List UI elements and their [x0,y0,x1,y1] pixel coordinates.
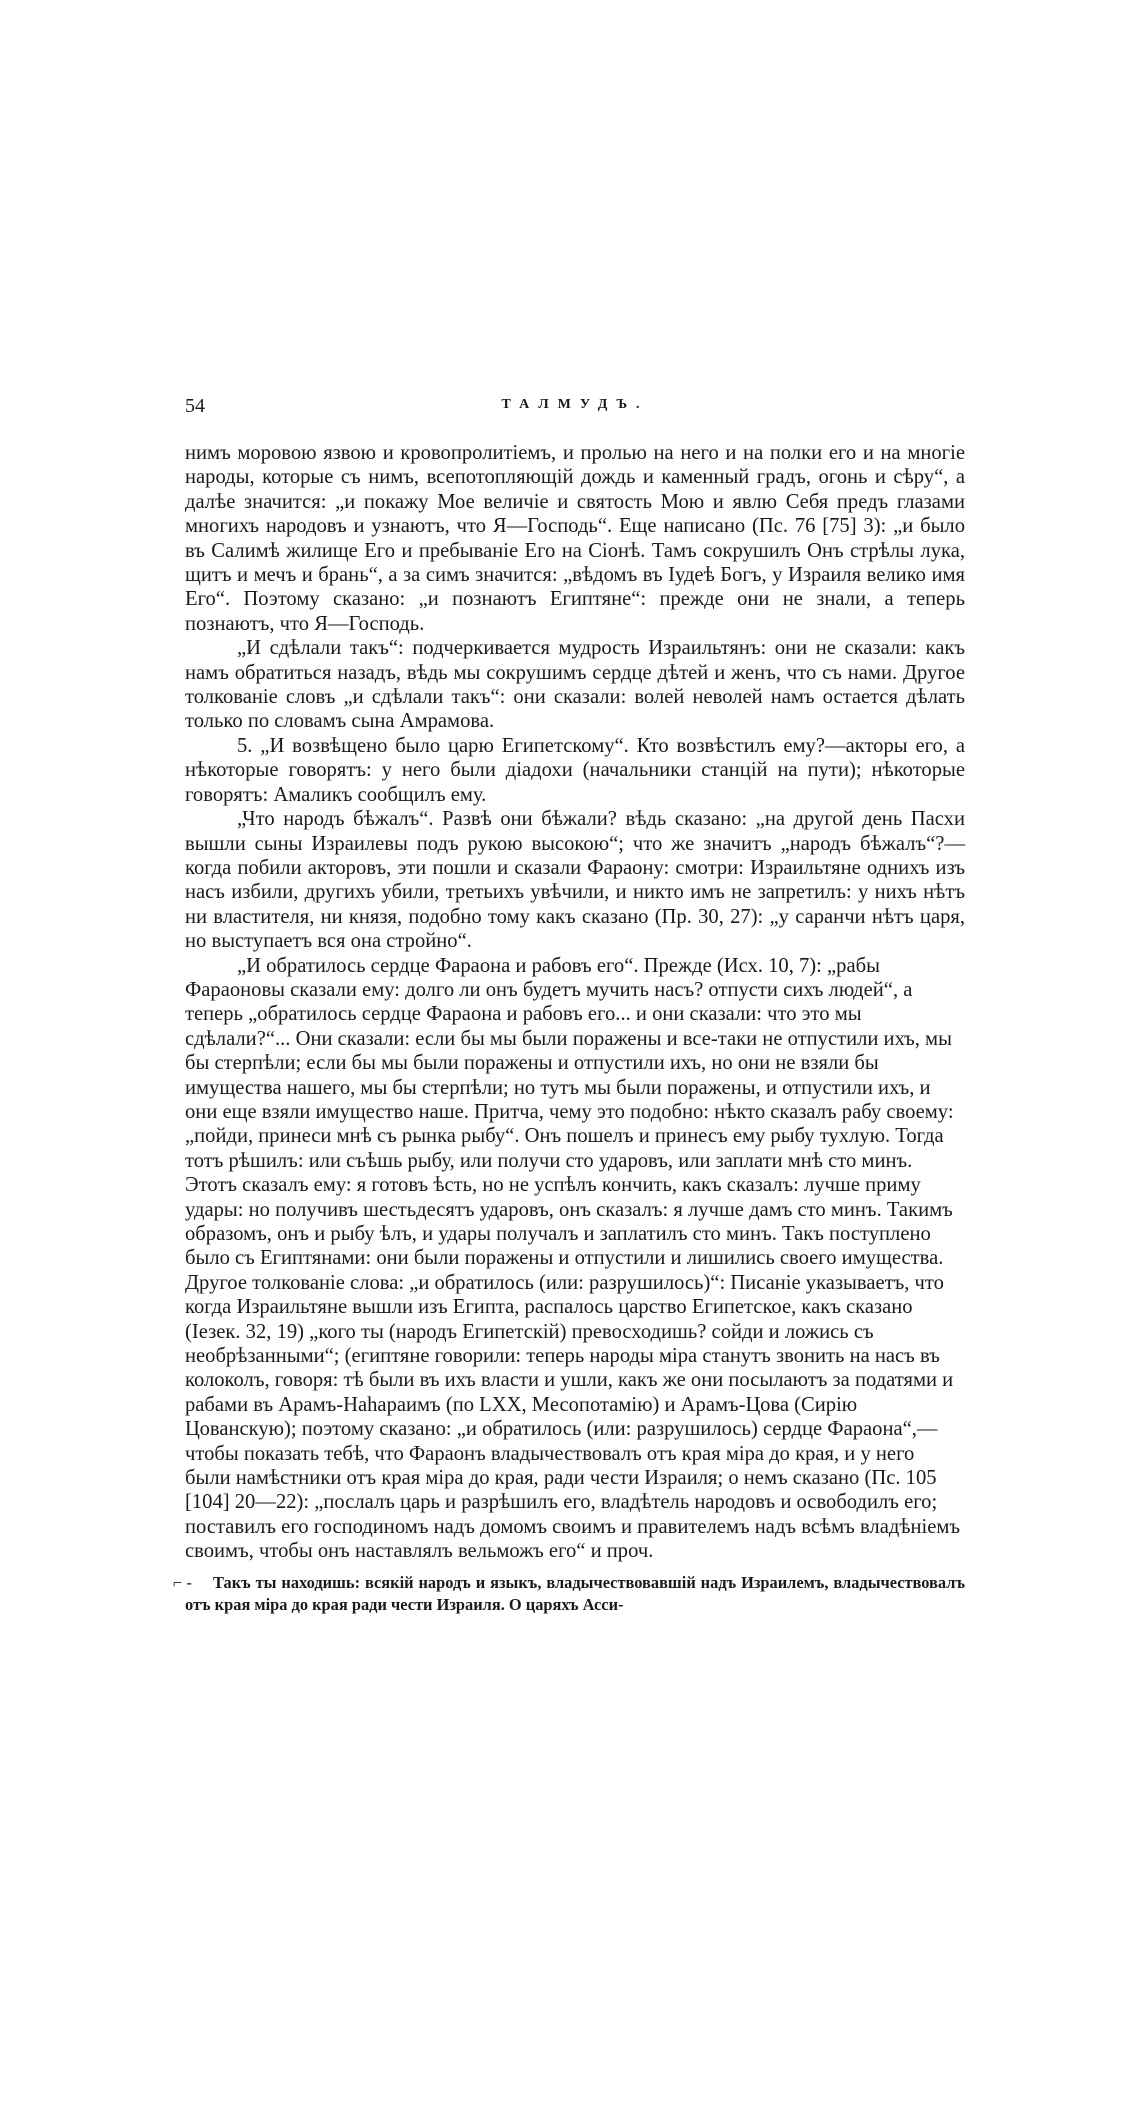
footnote-text: Такъ ты находишь: всякій народъ и языкъ, владычествовавшій надъ Израилемъ, владычествовалъ отъ края міра до края ради чести Израиля. О царяхъ Асси- [185,1572,965,1614]
paragraph-2: „И сдѣлали такъ“: подчеркивается мудрость Израильтянъ: они не сказали: какъ намъ обратиться назадъ, вѣдь мы сокрушимъ сердце дѣтей и женъ, что съ нами. Другое толкованіе словъ „и сдѣлали такъ“: они сказали: волей неволей намъ остается дѣлать только по словамъ сына Амрамова. [185,637,965,733]
body-text [185,441,965,1564]
footnote [173,1572,965,1616]
paragraph-4: „Что народъ бѣжалъ“. Развѣ они бѣжали? вѣдь сказано: „на другой день Пасхи вышли сыны Израилевы подъ рукою высокою“; что же значитъ „народъ бѣжалъ“?—когда побили акторовъ, эти пошли и сказали Фараону: смотри: Израильтяне однихъ изъ насъ избили, другихъ убили, третьихъ увѣчили, и никто имъ не запретилъ: у нихъ нѣтъ ни властителя, ни князя, подобно тому какъ сказано (Пр. 30, 27): „у саранчи нѣтъ царя, но выступаетъ вся она стройно“. [185,808,965,953]
paragraph-5: „И обратилось сердце Фараона и рабовъ его“. Прежде (Исх. 10, 7): „рабы Фараоновы сказали ему: долго ли онъ будетъ мучить насъ? отпусти сихъ людей“, а теперь „обратилось сердце Фараона и рабовъ его... и они сказали: что это мы сдѣлали?“... Они сказали: если бы мы были поражены и все-таки не отпустили ихъ, мы бы стерпѣли; если бы мы были поражены и отпустили ихъ, но они не взяли бы имущества нашего, мы бы стерпѣли; но тутъ мы были поражены, и отпустили ихъ, и они еще взяли имущество наше. Притча, чему это подобно: нѣкто сказалъ рабу своему: „пойди, принеси мнѣ съ рынка рыбу“. Онъ пошелъ и принесъ ему рыбу тухлую. Тогда тотъ рѣшилъ: или съѣшь рыбу, или получи сто ударовъ, или заплати мнѣ сто минъ. Этотъ сказалъ ему: я готовъ ѣсть, но не успѣлъ кончить, какъ сказалъ: лучше приму удары: но получивъ шестьдесятъ ударовъ, онъ сказалъ: я лучше дамъ сто минъ. Такимъ образомъ, онъ и рыбу ѣлъ, и удары получалъ и заплатилъ сто минъ. Такъ поступлено было съ Египтянами: они были поражены и отпустили и лишились своего имущества. Другое толкованіе слова: „и обратилось (или: разрушилось)“: Писаніе указываетъ, что когда Израильтяне вышли изъ Египта, распалось царство Египетское, какъ сказано (Іезек. 32, 19) „кого ты (народъ Египетскій) превосходишь? сойди и ложись съ необрѣзанными“; (египтяне говорили: теперь народы міра станутъ звонить на насъ въ колоколъ, говоря: тѣ были въ ихъ власти и ушли, какъ же они посылаютъ за податями и рабами въ Арамъ-Наһараимъ (по LXX, Месопотамію) и Арамъ-Цова (Сирію Цованскую); поэтому сказано: „и обратилось (или: разрушилось) сердце Фараона“,—чтобы показать тебѣ, что Фараонъ владычествовалъ отъ края міра до края, и у него были намѣстники отъ края міра до края, ради чести Израиля; о немъ сказано (Пс. 105 [104] 20—22): „послалъ царь и разрѣшилъ его, владѣтель народовъ и освободилъ его; поставилъ его господиномъ надъ домомъ своимъ и правителемъ надъ всѣмъ владѣніемъ своимъ, чтобы онъ наставлялъ вельможъ его“ и проч. [185,954,961,1563]
running-title: ТАЛМУДЪ. [501,397,649,412]
page-number: 54 [185,395,205,417]
paragraph-3: 5. „И возвѣщено было царю Египетскому“. Кто возвѣстилъ ему?—акторы его, а нѣкоторые говорятъ: у него были діадохи (начальники станцій на пути); нѣкоторые говорятъ: Амаликъ сообщилъ ему. [185,734,965,806]
paragraph-1: нимъ моровою язвою и кровопролитіемъ, и пролью на него и на полки его и на многіе народы, которые съ нимъ, всепотопляющій дождь и каменный градъ, огонь и сѣру“, а далѣе значится: „и покажу Мое величіе и святость Мою и явлю Себя предъ глазами многихъ народовъ и узнаютъ, что Я—Господь“. Еще написано (Пс. 76 [75] 3): „и было въ Салимѣ жилище Его и пребываніе Его на Сіонѣ. Тамъ сокрушилъ Онъ стрѣлы лука, щитъ и мечъ и брань“, а за симъ значится: „вѣдомъ въ Іудеѣ Богъ, у Израиля велико имя Его“. Поэтому сказано: „и познаютъ Египтяне“: прежде они не знали, а теперь познаютъ, что Я—Господь. [185,442,965,635]
page-header [185,395,965,429]
book-page [173,395,965,1616]
footnote-mark: ⌐ - [173,1572,192,1592]
